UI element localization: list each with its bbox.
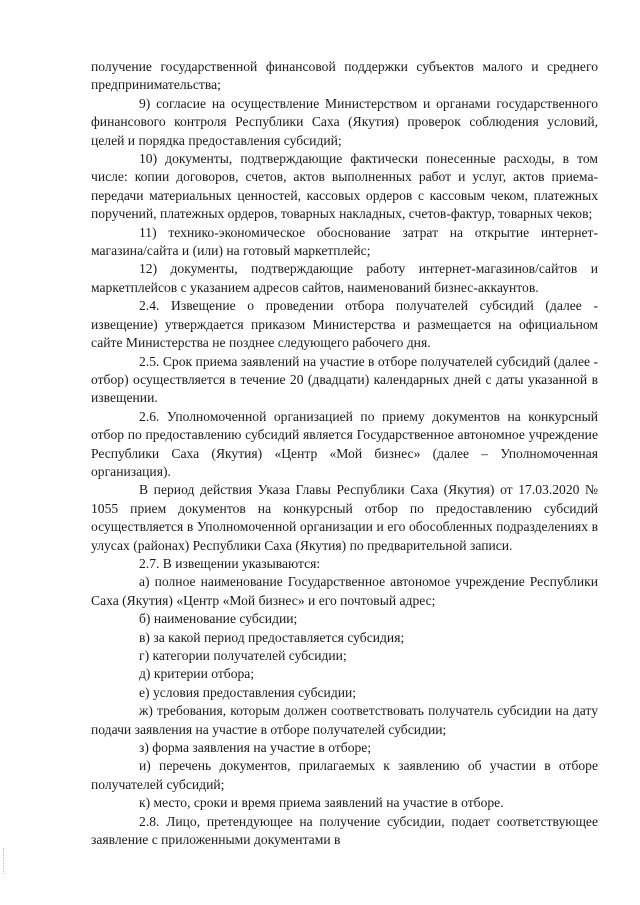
- clause-2-5: 2.5. Срок приема заявлений на участие в отборе получателей субсидий (далее - отбор) осуществляется в течение 20 (двадцати) календарных дней с даты указанной в извещении.: [91, 353, 598, 406]
- clause-2-8: 2.8. Лицо, претендующее на получение субсидии, подает соответствующее заявление с приложенными документами в: [91, 813, 598, 848]
- clause-2-4: 2.4. Извещение о проведении отбора получателей субсидий (далее - извещение) утверждается приказом Министерства и размещается на официальном сайте Министерства не позднее следующего рабочего дня.: [91, 298, 598, 351]
- list-item-a: а) полное наименование Государственное автономое учреждение Республики Саха (Якутия) «Центр «Мой бизнес» и его почтовый адрес;: [91, 574, 598, 608]
- document-body: [91, 58, 598, 849]
- list-item-9-consent: 9) согласие на осуществление Министерством и органами государственного финансового контроля Республики Саха (Якутия) проверок соблюдения условий, целей и порядка предоставления субсидий;: [91, 95, 598, 148]
- list-item-11-feasibility-study: 11) технико-экономическое обоснование затрат на открытие интернет-магазина/сайта и (или) на готовый маркетплейс;: [91, 224, 598, 259]
- list-item-k: к) место, сроки и время приема заявлений на участие в отборе.: [139, 795, 504, 811]
- list-item-d: д) критерии отбора;: [139, 666, 255, 682]
- list-item-10-expense-documents: 10) документы, подтверждающие фактически понесенные расходы, в том числе: копии договоров, счетов, актов выполненных работ и услуг, актов приема-передачи материальных ценностей, кассовых ордеров с кассовым чеком, платежных поручений, платежных ордеров, товарных накладных, счетов-фактур, товарных чеков;: [91, 151, 598, 222]
- list-item-b: б) наименование субсидии;: [139, 611, 298, 627]
- list-item-zh: ж) требования, которым должен соответствовать получатель субсидии на дату подачи заявления на участие в отборе получателей субсидии;: [91, 703, 598, 737]
- clause-2-6: 2.6. Уполномоченной организацией по приему документов на конкурсный отбор по предоставлению субсидий является Государственное автономное учреждение Республики Саха (Якутия) «Центр «Мой бизнес» (далее – Уполномоченная организация).: [91, 408, 598, 479]
- clause-2-6-decree-note: В период действия Указа Главы Республики Саха (Якутия) от 17.03.2020 № 1055 прием документов на конкурсный отбор по предоставлению субсидий осуществляется в Уполномоченной организации и его обособленных подразделениях в улусах (районах) Республики Саха (Якутия) по предварительной записи.: [91, 482, 598, 553]
- list-item-g: г) категории получателей субсидии;: [139, 648, 347, 663]
- paragraph-continuation: получение государственной финансовой поддержки субъектов малого и среднего предпринимательства;: [91, 59, 598, 93]
- list-item-12-marketplace-documents: 12) документы, подтверждающие работу интернет-магазинов/сайтов и маркетплейсов с указанием адресов сайтов, наименований бизнес-аккаунтов.: [91, 261, 598, 295]
- list-item-v: в) за какой период предоставляется субсидия;: [139, 629, 405, 645]
- clause-2-7: 2.7. В извещении указываются:: [139, 555, 321, 571]
- scan-edge-mark: [3, 848, 5, 874]
- list-item-z: з) форма заявления на участие в отборе;: [139, 740, 372, 756]
- list-item-i: и) перечень документов, прилагаемых к заявлению об участии в отборе получателей субсидий;: [91, 758, 598, 792]
- list-item-e: е) условия предоставления субсидии;: [139, 684, 357, 700]
